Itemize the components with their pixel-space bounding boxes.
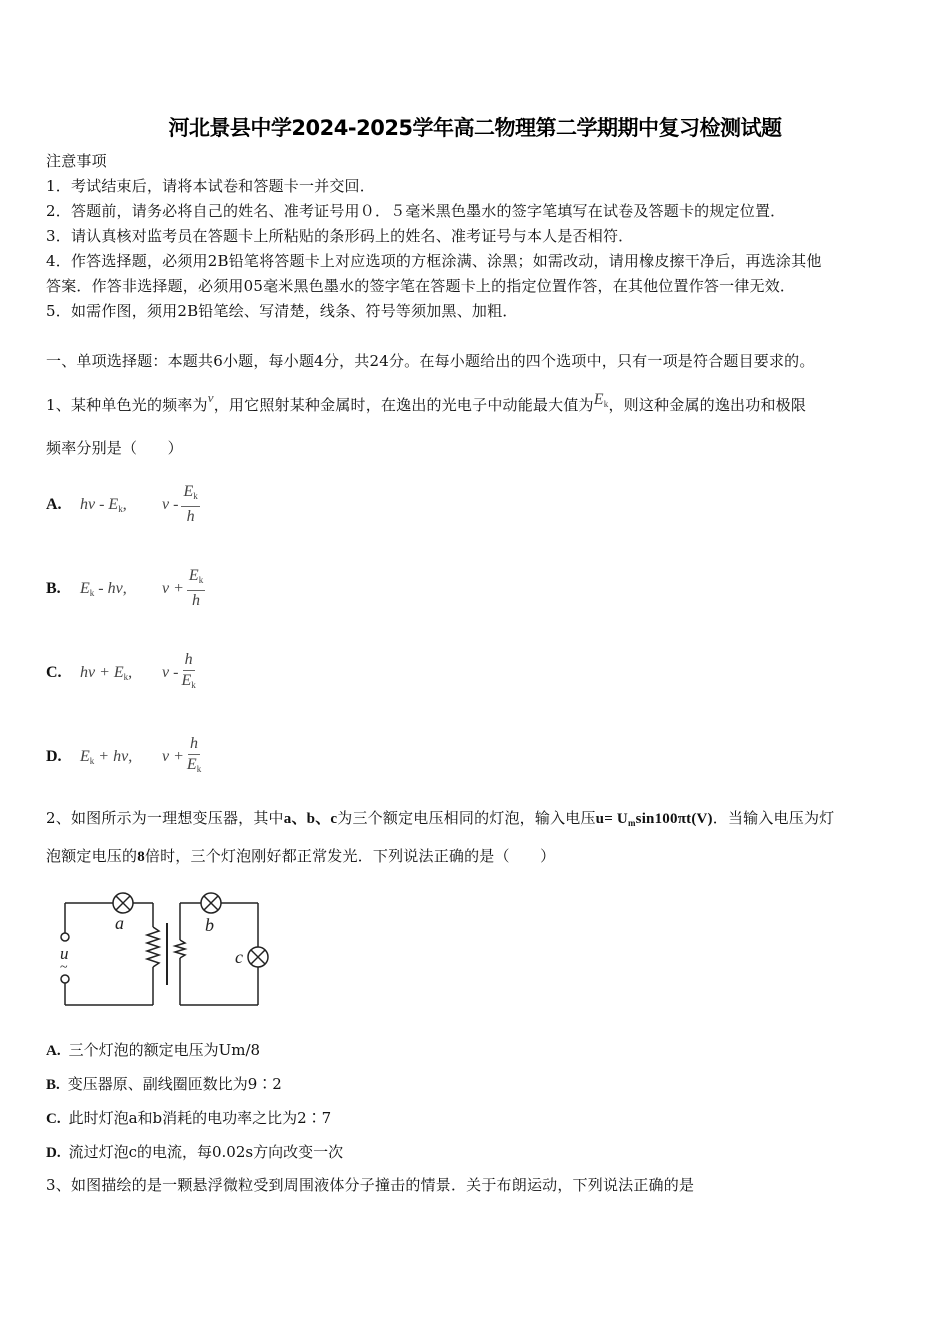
bulb-c-icon [248, 947, 268, 967]
denominator: E [186, 756, 197, 773]
section-heading: 一、单项选择题：本题共6小题，每小题4分，共24分。在每小题给出的四个选项中，只有一项是符合题目要求的。 [46, 352, 815, 370]
option-label: A. [46, 1043, 61, 1059]
q2-line2-post: 倍时，三个灯泡刚好都正常发光．下列说法正确的是（ ） [144, 847, 556, 865]
q2-option-a[interactable] [46, 1039, 260, 1060]
numerator: E [188, 567, 199, 584]
q2-stem-part3: ．当输入电压为灯 [712, 809, 835, 827]
option-label: B. [46, 579, 61, 597]
option-expr1-tail: - hν [94, 579, 123, 597]
q2-stem-part1: 2、如图所示为一理想变压器，其中 [46, 809, 284, 827]
option-text: 变压器原、副线圈匝数比为9∶2 [67, 1075, 282, 1093]
q2-option-c[interactable] [46, 1107, 331, 1128]
page-title: 河北景县中学2024-2025学年高二物理第二学期期中复习检测试题 [168, 116, 782, 140]
nu-symbol: ν [207, 390, 214, 405]
option-expr1-tail: + hν [94, 747, 129, 765]
transformer-circuit-diagram [55, 885, 275, 1020]
option-expr2-prefix: ν + [162, 579, 184, 597]
option-label: D. [46, 747, 62, 765]
option-expr1-sub: k [89, 755, 95, 766]
option-label: C. [46, 663, 62, 681]
denominator: h [192, 592, 201, 609]
option-expr1: E [80, 747, 90, 765]
q1-option-d[interactable] [46, 734, 201, 779]
option-expr2-prefix: ν - [162, 495, 179, 513]
option-text: 三个灯泡的额定电压为Um/8 [68, 1041, 261, 1059]
q1-option-c[interactable] [46, 650, 196, 695]
numerator-sub: k [198, 575, 204, 585]
ek-symbol: E [593, 391, 604, 408]
label-u: u [60, 944, 69, 963]
denominator-sub: k [196, 764, 202, 774]
denominator: h [186, 508, 195, 525]
option-expr1-sub: k [123, 671, 129, 682]
q2-stem-line2 [46, 846, 555, 867]
q1-stem [46, 388, 806, 415]
comma: , [128, 747, 133, 765]
option-expr2-prefix: ν + [162, 747, 184, 765]
q2-line2-pre: 泡额定电压的 [46, 847, 138, 865]
terminal-top [61, 933, 69, 941]
notice-item-4-cont: 答案．作答非选择题，必须用05毫米黑色墨水的签字笔在答题卡上的指定位置作答，在其他位置作答一律无效． [46, 277, 796, 295]
q3-stem: 3、如图描绘的是一颗悬浮微粒受到周围液体分子撞击的情景．关于布朗运动，下列说法正确的是 [46, 1176, 695, 1194]
notice-heading: 注意事项 [46, 152, 107, 170]
formula-pre: u= U [595, 811, 628, 827]
notice-item-3: 3．请认真核对监考员在答题卡上所粘贴的条形码上的姓名、准考证号与本人是否相符． [46, 227, 634, 245]
comma: , [122, 579, 127, 597]
comma: , [128, 663, 133, 681]
notice-item-5: 5．如需作图，须用2B铅笔绘、写清楚，线条、符号等须加黑、加粗． [46, 302, 518, 320]
fraction [187, 566, 205, 611]
numerator: h [190, 735, 199, 752]
comma: , [122, 495, 127, 513]
q1-stem-part1: 1、某种单色光的频率为 [46, 396, 208, 414]
q2-option-b[interactable] [46, 1073, 282, 1094]
label-c: c [235, 947, 243, 967]
q1-option-a[interactable] [46, 482, 200, 527]
q2-eight: 8 [137, 849, 145, 865]
option-text: 此时灯泡a和b消耗的电功率之比为2∶7 [68, 1109, 332, 1127]
bulb-a-icon [113, 893, 133, 913]
q1-stem-line2: 频率分别是（ ） [46, 439, 183, 457]
option-expr1: hν + E [80, 663, 124, 681]
option-label: D. [46, 1145, 61, 1161]
option-label: C. [46, 1111, 61, 1127]
label-b: b [205, 915, 214, 935]
q2-formula [596, 811, 713, 827]
ac-symbol: ~ [60, 960, 68, 975]
label-a: a [115, 913, 124, 933]
q1-stem-part2: ，用它照射某种金属时，在逸出的光电子中动能最大值为 [213, 396, 594, 414]
option-expr1-sub: k [89, 587, 95, 598]
option-expr1: hν - E [80, 495, 119, 513]
ek-subscript: k [603, 399, 609, 409]
q2-bulbs: a、b、c [283, 811, 338, 827]
bulb-b-icon [201, 893, 221, 913]
option-expr2-prefix: ν - [162, 663, 179, 681]
notice-item-4: 4．作答选择题，必须用2B铅笔将答题卡上对应选项的方框涂满、涂黑；如需改动，请用橡皮擦干净后，再选涂其他 [46, 252, 822, 270]
numerator: E [183, 483, 194, 500]
notice-item-2: 2．答题前，请务必将自己的姓名、准考证号用０．５毫米黑色墨水的签字笔填写在试卷及答题卡的规定位置． [46, 202, 786, 220]
fraction [187, 734, 201, 779]
formula-sub: m [627, 818, 636, 828]
formula-post: sin100πt(V) [635, 811, 713, 827]
numerator-sub: k [193, 491, 198, 501]
terminal-bottom [61, 975, 69, 983]
q1-stem-part3: ，则这种金属的逸出功和极限 [608, 396, 807, 414]
option-label: A. [46, 495, 62, 513]
notice-item-1: 1．考试结束后，请将本试卷和答题卡一并交回． [46, 177, 375, 195]
q2-stem-part2: 为三个额定电压相同的灯泡，输入电压 [337, 809, 596, 827]
option-expr1: E [80, 579, 90, 597]
q1-option-b[interactable] [46, 566, 205, 611]
denominator-sub: k [191, 680, 196, 690]
option-text: 流过灯泡c的电流，每0.02s方向改变一次 [68, 1143, 344, 1161]
denominator: E [181, 672, 192, 689]
q2-option-d[interactable] [46, 1141, 343, 1162]
option-label: B. [46, 1077, 60, 1093]
option-expr1-sub: k [118, 503, 123, 514]
fraction [181, 650, 195, 695]
fraction [181, 482, 199, 527]
numerator: h [184, 651, 193, 668]
q2-stem [46, 808, 834, 833]
